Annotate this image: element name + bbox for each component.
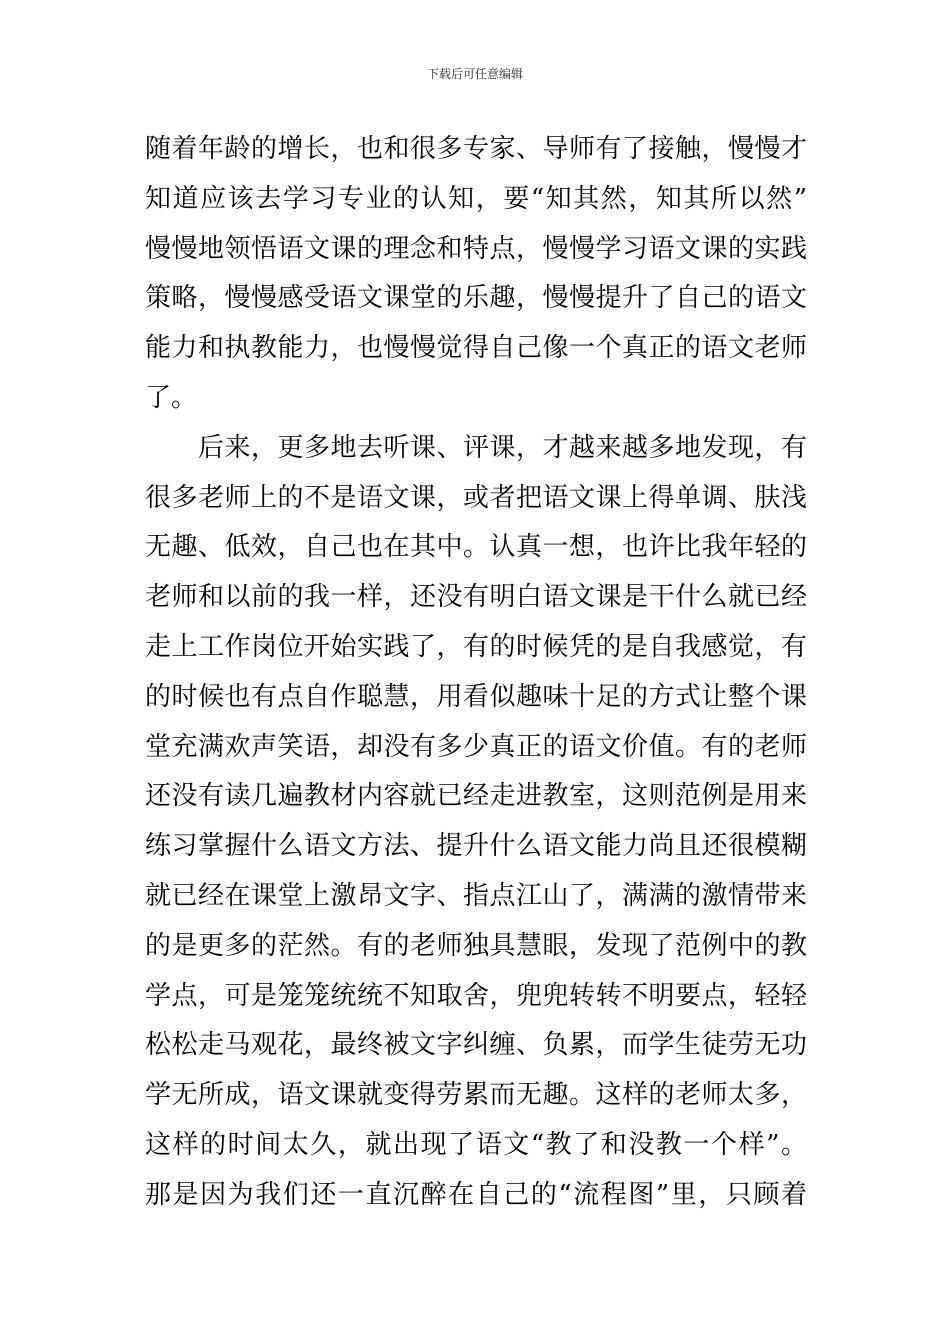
text-line: 策略，慢慢感受语文课堂的乐趣，慢慢提升了自己的语文: [145, 283, 807, 314]
paragraph-2: [145, 424, 807, 1221]
text-line: 慢慢地领悟语文课的理念和特点，慢慢学习语文课的实践: [145, 233, 807, 264]
paragraph-1: [145, 125, 807, 424]
text-line: 走上工作岗位开始实践了，有的时候凭的是自我感觉，有: [145, 631, 807, 662]
text-line: 很多老师上的不是语文课，或者把语文课上得单调、肤浅: [145, 482, 807, 513]
text-line: 学无所成，语文课就变得劳累而无趣。这样的老师太多，: [145, 1080, 807, 1111]
page-header: 下载后可任意编辑: [426, 67, 523, 81]
text-line: 的是更多的茫然。有的老师独具慧眼，发现了范例中的教: [145, 930, 807, 961]
text-line: 无趣、低效，自己也在其中。认真一想，也许比我年轻的: [145, 532, 807, 563]
text-line: 就已经在课堂上激昂文字、指点江山了，满满的激情带来: [145, 880, 807, 911]
text-line: 知道应该去学习专业的认知，要“知其然，知其所以然”: [145, 183, 807, 214]
text-line: 的时候也有点自作聪慧，用看似趣味十足的方式让整个课: [145, 681, 807, 712]
document-body: [145, 125, 807, 1221]
text-line: 那是因为我们还一直沉醉在自己的“流程图”里，只顾着: [145, 1179, 807, 1210]
text-line: 堂充满欢声笑语，却没有多少真正的语文价值。有的老师: [145, 731, 807, 762]
text-line: 了。: [145, 382, 198, 413]
text-line: 后来，更多地去听课、评课，才越来越多地发现，有: [198, 432, 807, 463]
text-line: 学点，可是笼笼统统不知取舍，兜兜转转不明要点，轻轻: [145, 980, 807, 1011]
text-line: 随着年龄的增长，也和很多专家、导师有了接触，慢慢才: [145, 134, 807, 164]
text-line: 能力和执教能力，也慢慢觉得自己像一个真正的语文老师: [145, 333, 807, 364]
text-line: 这样的时间太久，就出现了语文“教了和没教一个样”。: [145, 1129, 807, 1160]
text-line: 老师和以前的我一样，还没有明白语文课是干什么就已经: [145, 582, 807, 613]
text-line: 练习掌握什么语文方法、提升什么语文能力尚且还很模糊: [145, 831, 807, 862]
text-line: 松松走马观花，最终被文字纠缠、负累，而学生徒劳无功: [145, 1030, 807, 1061]
text-line: 还没有读几遍教材内容就已经走进教室，这则范例是用来: [145, 781, 807, 812]
